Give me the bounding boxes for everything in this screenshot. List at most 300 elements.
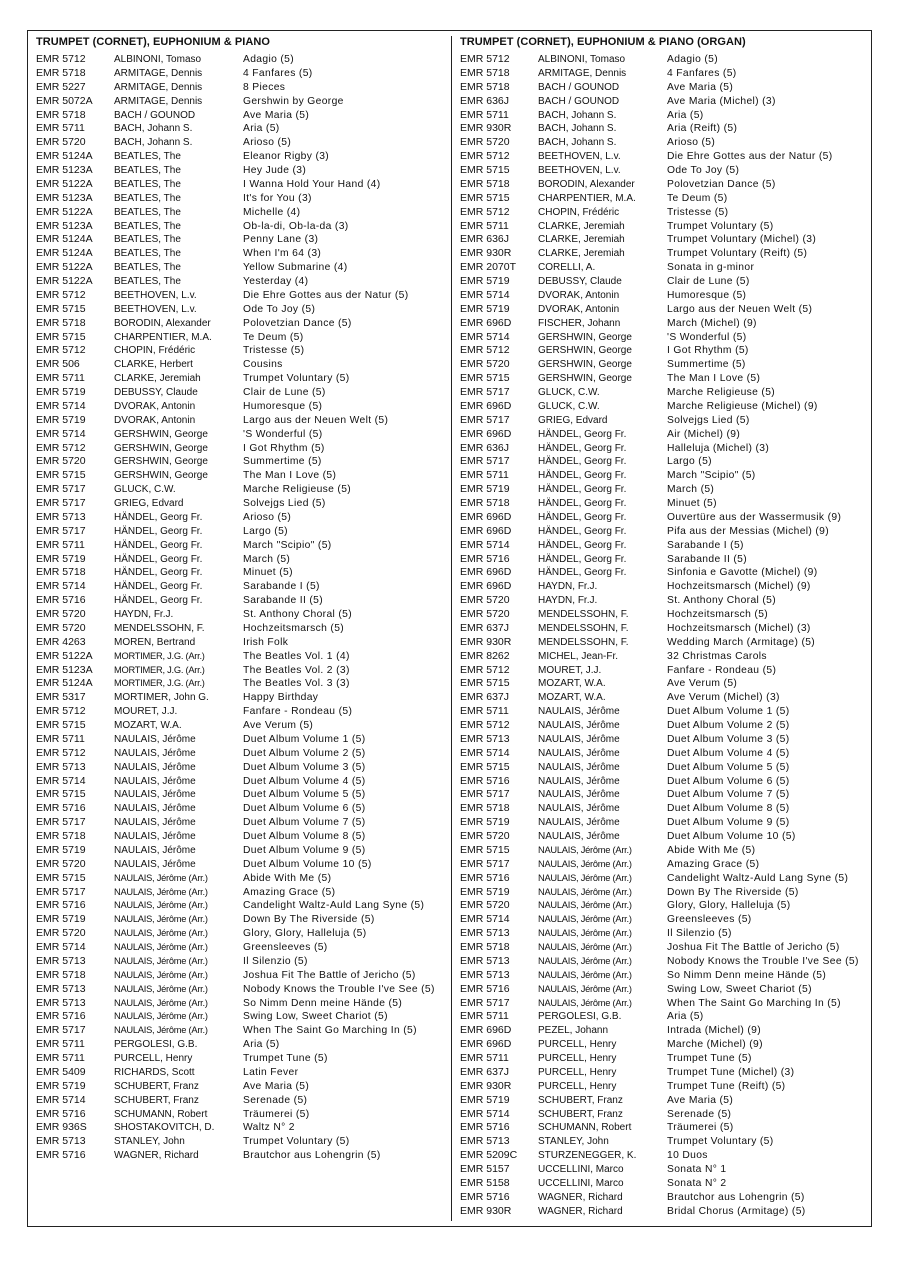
composer: MENDELSSOHN, F. [538,609,629,620]
composer: NAULAIS, Jérôme [114,761,196,773]
catalog-number: EMR 5124A [36,677,93,690]
catalog-number: EMR 5714 [460,913,510,926]
work-title: Trumpet Voluntary (Michel) (3) [667,234,817,246]
work-title: Aria (Reift) (5) [667,123,738,135]
work-title: Sarabande II (5) [243,595,324,607]
catalog-row [36,691,451,705]
catalog-number: EMR 5713 [460,954,510,967]
composer: BEATLES, The [114,248,181,260]
composer: NAULAIS, Jérôme (Arr.) [114,886,208,897]
composer: NAULAIS, Jérôme [114,747,196,759]
catalog-number: EMR 5716 [36,802,86,815]
catalog-number: EMR 5713 [36,954,86,967]
catalog-row [36,802,451,816]
catalog-number: EMR 5720 [36,621,86,634]
work-title: Candelight Waltz-Auld Lang Syne (5) [667,872,849,884]
catalog-row [36,192,451,206]
work-title: Hochzeitsmarsch (5) [667,609,769,620]
work-title: Die Ehre Gottes aus der Natur (5) [243,289,409,301]
work-title: Ave Verum (5) [667,678,738,690]
catalog-number: EMR 637J [460,691,510,704]
composer: GLUCK, C.W. [114,484,176,496]
composer: SCHUBERT, Franz [538,1094,623,1106]
catalog-number: EMR 5717 [460,857,510,870]
composer: CORELLI, A. [538,262,596,274]
catalog-row [460,608,872,622]
work-title: Te Deum (5) [667,192,728,204]
work-title: Arioso (5) [243,511,292,523]
work-title: Sonata in g-minor [667,262,755,274]
composer: DVORAK, Antonin [538,289,620,301]
catalog-row [36,81,451,95]
composer: NAULAIS, Jérôme (Arr.) [114,1025,208,1036]
work-title: When The Saint Go Marching In (5) [243,1025,417,1037]
catalog-row [460,109,872,123]
composer: NAULAIS, Jérôme (Arr.) [538,983,632,994]
catalog-number: EMR 506 [36,358,80,371]
catalog-number: EMR 5209C [460,1149,518,1162]
catalog-row [36,650,451,664]
composer: CLARKE, Jeremiah [538,248,625,260]
catalog-row [460,747,872,761]
composer: WAGNER, Richard [114,1150,199,1162]
composer: NAULAIS, Jérôme [114,844,196,856]
composer: CLARKE, Jeremiah [114,373,201,385]
catalog-row [460,192,872,206]
catalog-row [460,830,872,844]
catalog-row [460,886,872,900]
work-title: Clair de Lune (5) [243,387,326,398]
catalog-number: EMR 5716 [36,1149,86,1162]
composer: HÄNDEL, Georg Fr. [114,595,203,607]
catalog-row [36,317,451,331]
catalog-number: EMR 5712 [36,441,86,454]
work-title: Duet Album Volume 3 (5) [667,733,790,745]
composer: BACH / GOUNOD [538,81,620,93]
catalog-number: EMR 5158 [460,1176,510,1189]
catalog-number: EMR 5714 [36,1093,86,1106]
catalog-row [36,816,451,830]
catalog-number: EMR 5711 [460,1052,509,1064]
work-title: Ob-la-di, Ob-la-da (3) [243,220,349,232]
composer: NAULAIS, Jérôme (Arr.) [114,997,208,1008]
composer: NAULAIS, Jérôme (Arr.) [114,1011,208,1022]
composer: BACH, Johann S. [538,109,617,121]
catalog-row [36,608,451,622]
catalog-row [460,872,872,886]
catalog-number: EMR 5713 [36,760,86,773]
composer: HAYDN, Fr.J. [538,595,598,607]
catalog-number: EMR 5715 [36,330,86,343]
work-title: I Got Rhythm (5) [243,442,325,454]
composer: GLUCK, C.W. [538,400,600,412]
catalog-row [36,372,451,386]
work-title: Summertime (5) [667,359,746,371]
catalog-number: EMR 696D [460,316,512,329]
composer: NAULAIS, Jérôme (Arr.) [114,900,208,911]
catalog-frame [27,30,872,1227]
composer: NAULAIS, Jérôme [114,803,196,815]
composer: UCCELLINI, Marco [538,1164,624,1175]
catalog-number: EMR 5719 [460,1093,510,1106]
catalog-row [460,636,872,650]
work-title: Down By The Riverside (5) [667,886,799,898]
work-title: Sinfonia e Gavotte (Michel) (9) [667,567,818,579]
catalog-number: EMR 936S [36,1121,87,1134]
composer: MOURET, J.J. [538,664,602,676]
catalog-number: EMR 637J [460,621,510,634]
catalog-row [36,289,451,303]
work-title: Adagio (5) [243,54,295,65]
composer: CHARPENTIER, M.A. [538,192,636,204]
catalog-number: EMR 5718 [460,80,510,93]
composer: STANLEY, John [538,1136,609,1148]
composer: WAGNER, Richard [538,1205,623,1217]
catalog-number: EMR 5715 [36,302,86,315]
catalog-row [36,67,451,81]
catalog-number: EMR 5124A [36,247,93,260]
work-title: Arioso (5) [667,137,716,149]
catalog-number: EMR 696D [460,566,512,579]
catalog-row [460,775,872,789]
composer: HÄNDEL, Georg Fr. [538,511,627,523]
catalog-number: EMR 5716 [36,899,86,912]
composer: PERGOLESI, G.B. [114,1039,198,1051]
work-title: Sonata N° 2 [667,1177,727,1189]
catalog-row [460,1135,872,1149]
work-title: Candelight Waltz-Auld Lang Syne (5) [243,900,425,912]
catalog-row [36,719,451,733]
composer: BACH / GOUNOD [114,109,196,121]
work-title: Träumerei (5) [667,1122,734,1134]
catalog-row [460,733,872,747]
work-title: Sarabande I (5) [243,581,320,593]
work-title: Largo aus der Neuen Welt (5) [243,414,389,426]
composer: GERSHWIN, George [114,470,208,482]
work-title: Duet Album Volume 5 (5) [243,789,366,801]
composer: HÄNDEL, Georg Fr. [538,553,627,565]
composer: GRIEG, Edvard [538,414,608,426]
work-title: Adagio (5) [667,54,719,65]
composer: HÄNDEL, Georg Fr. [538,525,627,537]
composer: PURCELL, Henry [538,1066,617,1078]
composer: HÄNDEL, Georg Fr. [114,511,203,523]
work-title: The Beatles Vol. 1 (4) [243,650,350,662]
work-title: Duet Album Volume 6 (5) [243,803,366,815]
catalog-row [36,997,451,1011]
work-title: Tristesse (5) [667,206,729,218]
catalog-row [460,81,872,95]
catalog-row [36,983,451,997]
catalog-row [36,1024,451,1038]
catalog-row [36,761,451,775]
work-title: Tristesse (5) [243,345,305,357]
catalog-number: EMR 5716 [460,982,510,995]
catalog-number: EMR 5122A [36,275,93,287]
work-title: Duet Album Volume 8 (5) [667,803,790,815]
work-title: Halleluja (Michel) (3) [667,442,770,454]
catalog-row [460,650,872,664]
catalog-row [460,1163,872,1177]
composer: NAULAIS, Jérôme [114,775,196,787]
catalog-row [460,1191,872,1205]
catalog-row [460,927,872,941]
catalog-row [36,206,451,220]
catalog-number: EMR 930R [460,247,512,260]
catalog-number: EMR 696D [460,1024,512,1037]
composer: PURCELL, Henry [114,1053,193,1064]
composer: CHARPENTIER, M.A. [114,331,212,343]
catalog-row [36,899,451,913]
composer: BACH, Johann S. [114,123,193,135]
work-title: Brautchor aus Lohengrin (5) [667,1191,805,1203]
catalog-number: EMR 5719 [36,552,86,565]
composer: UCCELLINI, Marco [538,1177,624,1189]
catalog-number: EMR 5713 [36,510,86,523]
work-title: Sonata N° 1 [667,1164,727,1175]
composer: HÄNDEL, Georg Fr. [538,428,627,440]
catalog-number: EMR 5711 [36,538,85,551]
work-title: Swing Low, Sweet Chariot (5) [667,983,812,995]
work-title: Clair de Lune (5) [667,276,750,287]
composer: SCHUMANN, Robert [538,1122,632,1134]
catalog-number: EMR 5719 [460,816,510,829]
work-title: Trumpet Voluntary (5) [667,220,774,232]
catalog-number: EMR 5712 [460,719,510,731]
composer: GRIEG, Edvard [114,498,184,509]
work-title: Ode To Joy (5) [667,165,740,176]
catalog-row [460,483,872,497]
composer: DEBUSSY, Claude [538,276,622,287]
catalog-row [36,1052,451,1066]
catalog-number: EMR 5712 [460,205,510,218]
composer: HÄNDEL, Georg Fr. [114,539,203,551]
composer: DVORAK, Antonin [114,414,196,426]
catalog-row [36,677,451,691]
catalog-row [36,705,451,719]
left-heading: TRUMPET (CORNET), EUPHONIUM & PIANO [36,36,270,48]
catalog-row [36,150,451,164]
composer: WAGNER, Richard [538,1191,623,1203]
catalog-row [460,386,872,400]
catalog-row [460,372,872,386]
catalog-number: EMR 5714 [460,1107,510,1120]
work-title: Joshua Fit The Battle of Jericho (5) [243,969,416,981]
work-title: Happy Birthday [243,692,319,704]
composer: BACH, Johann S. [114,137,193,149]
catalog-row [460,1108,872,1122]
catalog-row [36,1038,451,1052]
catalog-row [460,1024,872,1038]
composer: GERSHWIN, George [114,428,208,440]
work-title: Minuet (5) [243,567,293,579]
composer: NAULAIS, Jérôme [538,803,620,815]
catalog-row [460,428,872,442]
composer: HÄNDEL, Georg Fr. [538,442,627,454]
work-title: Bridal Chorus (Armitage) (5) [667,1205,806,1217]
catalog-number: EMR 5719 [460,275,510,287]
composer: BORODIN, Alexander [114,317,211,329]
catalog-row [36,955,451,969]
catalog-number: EMR 5072A [36,94,93,107]
composer: BEETHOVEN, L.v. [538,151,621,163]
catalog-row [36,1010,451,1024]
catalog-number: EMR 5717 [460,996,510,1009]
catalog-row [460,1205,872,1219]
catalog-number: EMR 5719 [36,386,86,398]
catalog-row [36,1080,451,1094]
catalog-number: EMR 5124A [36,150,93,163]
work-title: Duet Album Volume 3 (5) [243,761,366,773]
work-title: Marche Religieuse (5) [667,387,776,398]
catalog-row [460,220,872,234]
catalog-number: EMR 5714 [460,538,510,551]
catalog-row [36,275,451,289]
catalog-number: EMR 5715 [36,719,86,731]
catalog-number: EMR 5718 [460,941,510,953]
composer: BORODIN, Alexander [538,178,635,190]
work-title: Serenade (5) [667,1108,732,1120]
catalog-number: EMR 2070T [460,261,517,274]
composer: BEETHOVEN, L.v. [114,289,197,301]
composer: BEETHOVEN, L.v. [114,303,197,315]
work-title: Intrada (Michel) (9) [667,1025,761,1037]
catalog-number: EMR 5718 [36,968,86,981]
composer: ALBINONI, Tomaso [114,54,202,65]
composer: MOURET, J.J. [114,706,178,718]
catalog-row [460,566,872,580]
catalog-row [36,455,451,469]
catalog-number: EMR 5715 [36,788,86,801]
work-title: Hochzeitsmarsch (Michel) (9) [667,581,811,593]
catalog-number: EMR 5717 [460,455,510,468]
catalog-number: EMR 5711 [36,732,85,745]
catalog-row [36,428,451,442]
work-title: 4 Fanfares (5) [243,67,313,79]
catalog-row [36,511,451,525]
work-title: Eleanor Rigby (3) [243,151,330,163]
catalog-row [460,802,872,816]
catalog-row [36,122,451,136]
work-title: Ave Maria (5) [667,81,734,93]
composer: STANLEY, John [114,1136,185,1148]
catalog-number: EMR 5720 [460,358,510,371]
catalog-number: EMR 5123A [36,191,93,204]
catalog-row [460,164,872,178]
composer: DVORAK, Antonin [114,400,196,412]
catalog-row [36,331,451,345]
work-title: Die Ehre Gottes aus der Natur (5) [667,151,833,163]
work-title: March "Scipio" (5) [667,470,756,482]
catalog-row [36,136,451,150]
catalog-row [36,1094,451,1108]
composer: ARMITAGE, Dennis [114,67,203,79]
work-title: Fanfare - Rondeau (5) [243,706,353,718]
catalog-number: EMR 5409 [36,1065,86,1078]
catalog-number: EMR 5720 [36,455,86,468]
catalog-number: EMR 5718 [36,316,86,329]
composer: BEATLES, The [114,276,181,287]
work-title: Abide With Me (5) [667,844,756,856]
work-title: Duet Album Volume 7 (5) [243,817,366,829]
catalog-row [460,1177,872,1191]
work-title: Marche Religieuse (Michel) (9) [667,400,818,412]
work-title: Duet Album Volume 7 (5) [667,789,790,801]
composer: NAULAIS, Jérôme [114,858,196,870]
catalog-row [460,719,872,733]
catalog-row [460,497,872,511]
work-title: Greensleeves (5) [243,942,328,953]
catalog-number: EMR 930R [460,122,512,135]
work-title: Nobody Knows the Trouble I've See (5) [243,983,435,995]
catalog-row [460,858,872,872]
work-title: Largo (5) [667,456,712,468]
work-title: Trumpet Tune (5) [243,1053,328,1064]
composer: NAULAIS, Jérôme (Arr.) [538,858,632,869]
work-title: 10 Duos [667,1150,708,1162]
catalog-row [36,400,451,414]
work-title: Duet Album Volume 4 (5) [667,747,790,759]
catalog-number: EMR 5714 [36,580,86,593]
composer: HÄNDEL, Georg Fr. [114,581,203,593]
catalog-number: EMR 5716 [36,594,86,607]
catalog-number: EMR 5720 [460,830,510,842]
composer: GERSHWIN, George [538,359,632,371]
composer: HÄNDEL, Georg Fr. [114,567,203,579]
catalog-row [460,677,872,691]
catalog-row [36,969,451,983]
work-title: Aria (5) [667,109,704,121]
catalog-number: EMR 5719 [460,302,510,315]
catalog-number: EMR 5712 [460,53,510,65]
composer: NAULAIS, Jérôme (Arr.) [538,914,632,925]
composer: GERSHWIN, George [114,442,208,454]
work-title: I Got Rhythm (5) [667,345,749,357]
catalog-row [460,331,872,345]
work-title: Glory, Glory, Halleluja (5) [667,900,791,912]
composer: CHOPIN, Frédéric [538,206,620,218]
catalog-row [460,261,872,275]
composer: BEATLES, The [114,234,181,246]
catalog-row [460,414,872,428]
catalog-number: EMR 5712 [36,746,86,759]
catalog-row [460,539,872,553]
work-title: Duet Album Volume 9 (5) [667,817,790,829]
composer: MORTIMER, J.G. (Arr.) [114,650,205,661]
catalog-number: EMR 5714 [460,330,510,343]
catalog-row [460,317,872,331]
catalog-row [460,511,872,525]
catalog-number: EMR 5713 [460,1135,510,1148]
work-title: Trumpet Tune (Michel) (3) [667,1066,795,1078]
composer: DVORAK, Antonin [538,303,620,315]
catalog-row [36,775,451,789]
work-title: Marche Religieuse (5) [243,484,352,496]
catalog-number: EMR 5711 [36,122,85,135]
composer: NAULAIS, Jérôme (Arr.) [114,983,208,994]
composer: NAULAIS, Jérôme (Arr.) [538,997,632,1008]
composer: NAULAIS, Jérôme (Arr.) [114,969,208,980]
catalog-number: EMR 5716 [460,552,510,565]
catalog-row [460,622,872,636]
catalog-number: EMR 5713 [460,732,510,745]
work-title: Ave Verum (Michel) (3) [667,692,780,704]
catalog-number: EMR 5711 [36,1038,85,1051]
catalog-row [36,233,451,247]
composer: NAULAIS, Jérôme [538,761,620,773]
work-title: 'S Wonderful (5) [667,331,747,343]
composer: CLARKE, Herbert [114,359,193,371]
